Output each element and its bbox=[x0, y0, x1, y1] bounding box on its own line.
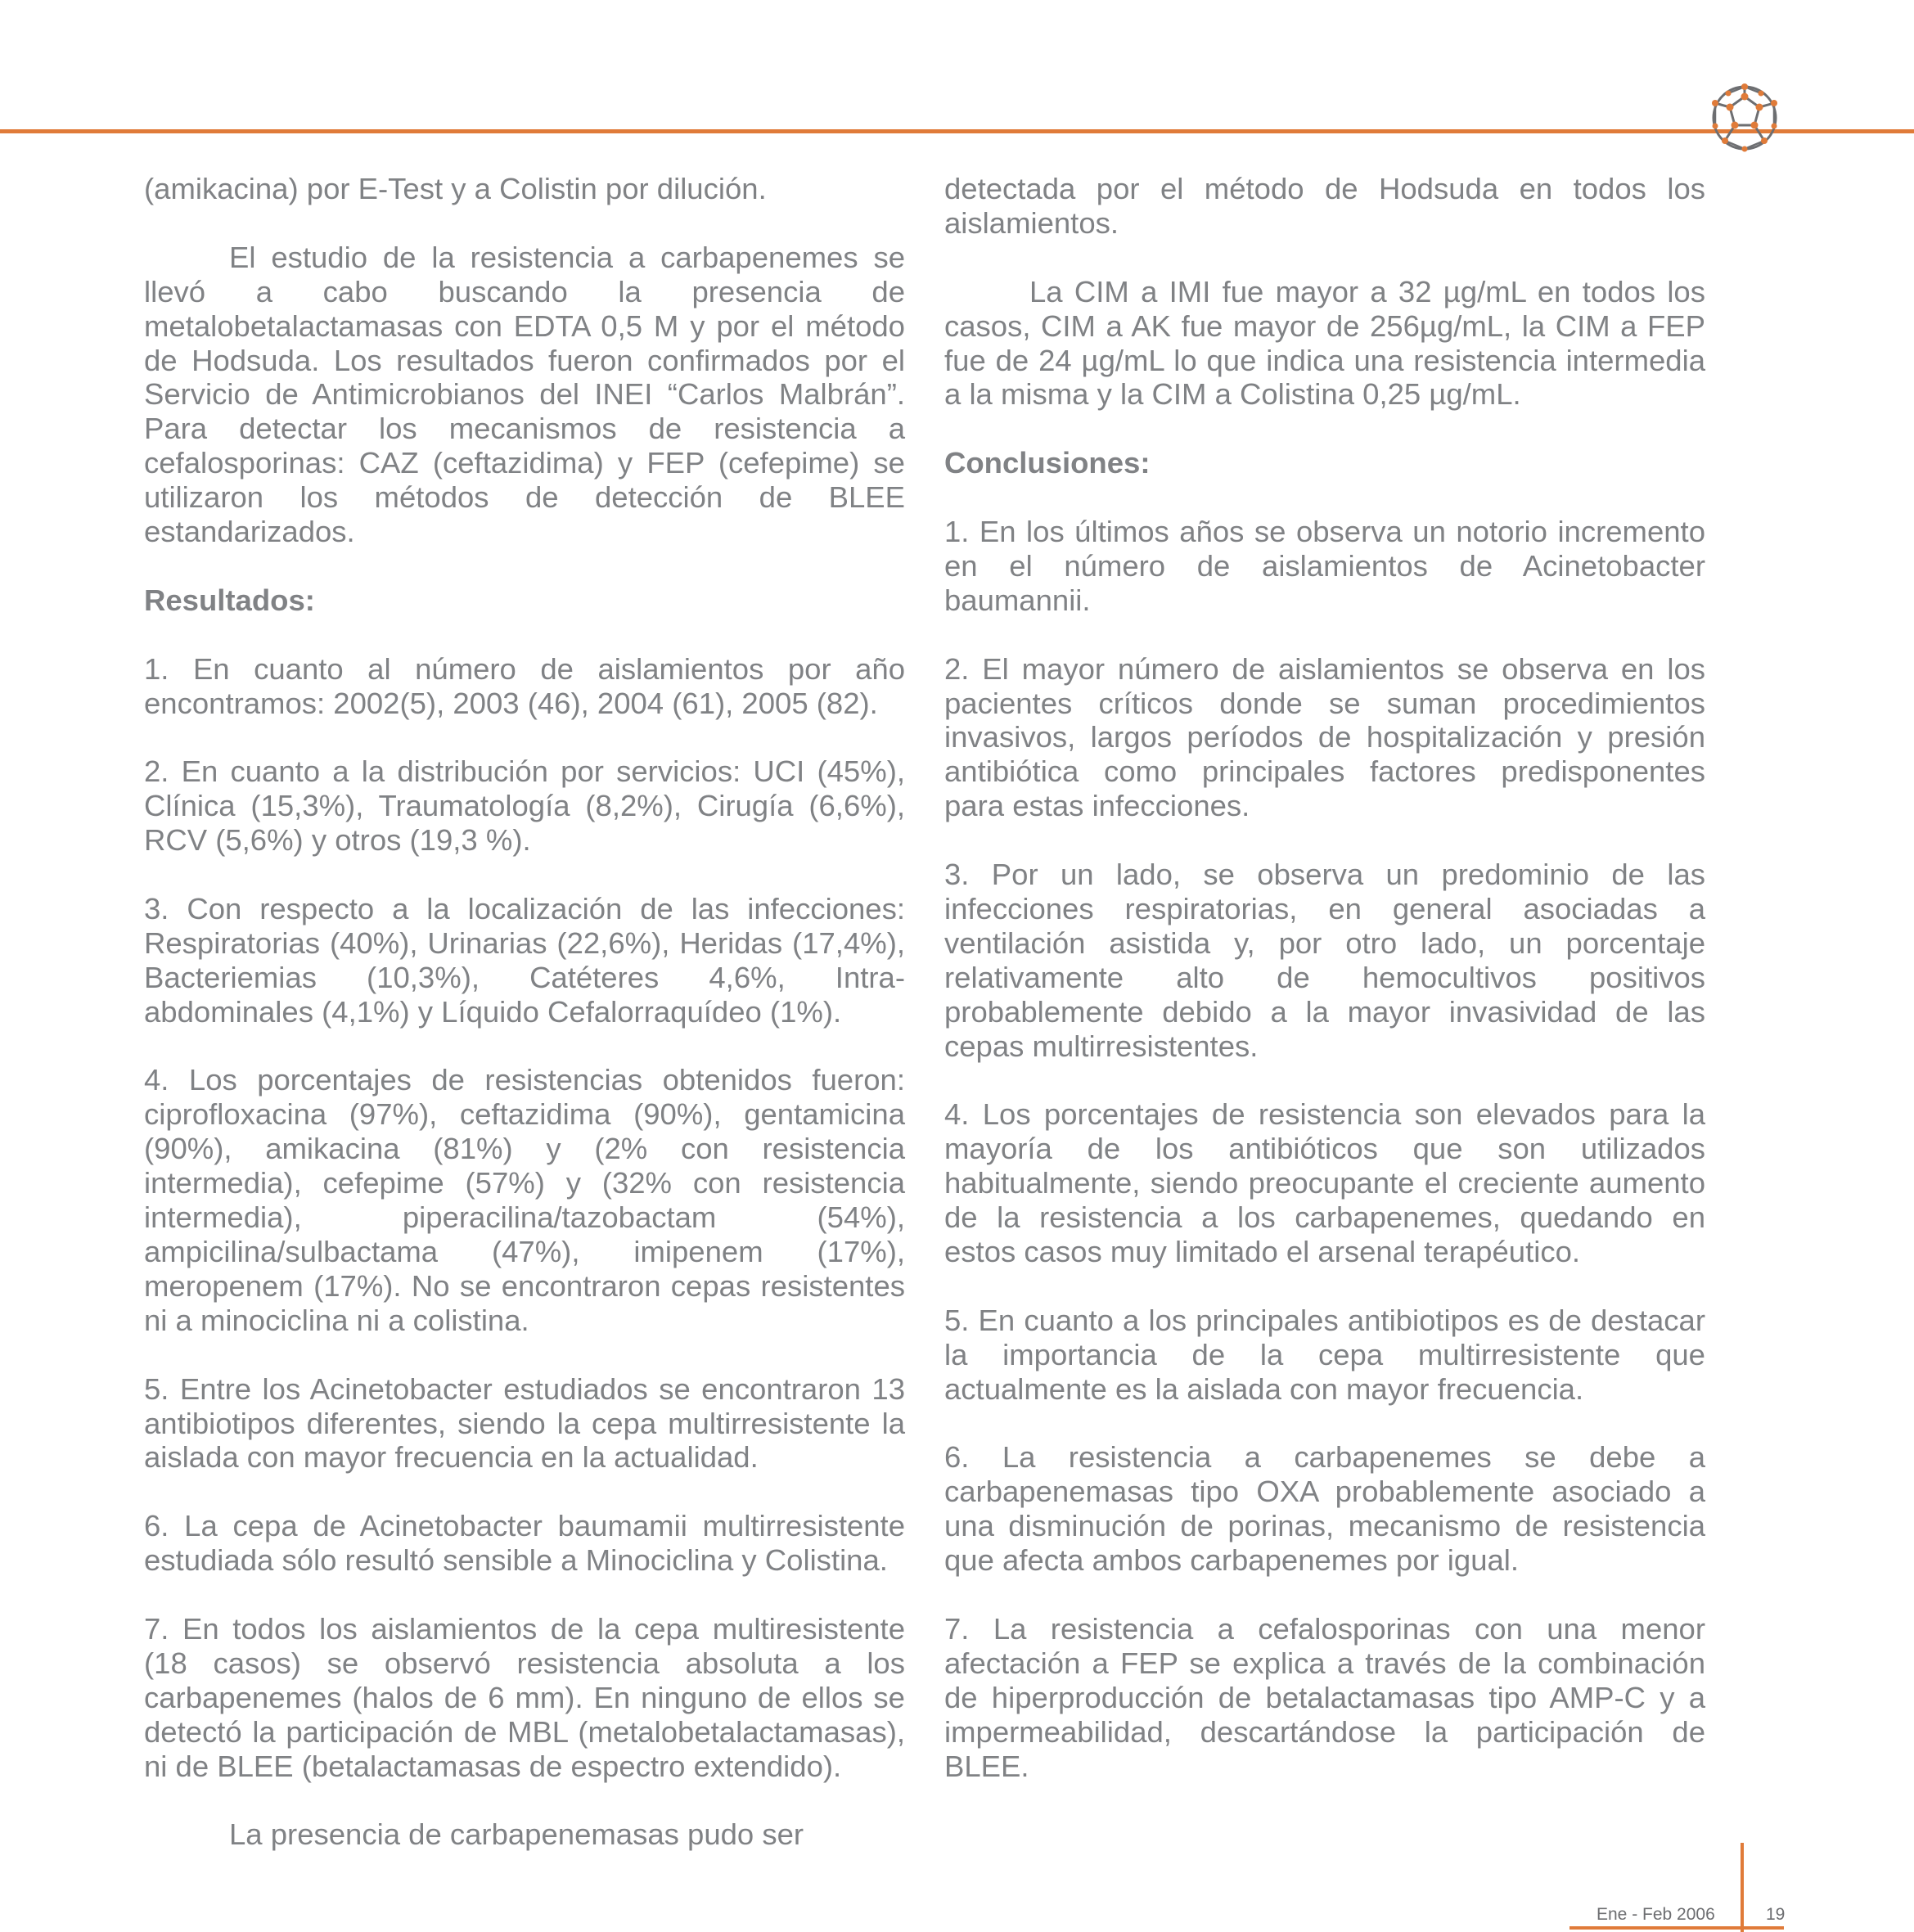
paragraph-method-continuation: (amikacina) por E-Test y a Colistin por dilución. bbox=[144, 172, 767, 205]
paragraph-cim-values: La CIM a IMI fue mayor a 32 µg/mL en todos los casos, CIM a AK fue mayor de 256µg/mL, la CIM a FEP fue de 24 µg/mL lo que indica una resistencia intermedia a la misma y la CIM a Colistina 0,25 µg/mL. bbox=[944, 274, 1705, 412]
paragraph-carbapenemases: La presencia de carbapenemasas pudo ser bbox=[229, 1817, 804, 1852]
right-column bbox=[944, 172, 1705, 1783]
conclusion-item-4: 4. Los porcentajes de resistencia son elevados para la mayoría de los antibióticos que son utilizados habitualmente, siendo preocupante el creciente aumento de la resistencia a los carbapenemes, quedando en estos casos muy limitado el arsenal terapéutico. bbox=[944, 1097, 1705, 1268]
footer-horizontal-rule bbox=[1569, 1926, 1784, 1930]
conclusion-item-5: 5. En cuanto a los principales antibiotipos es de destacar la importancia de la cepa multirresistente que actualmente es la aislada con mayor frecuencia. bbox=[944, 1303, 1705, 1406]
conclusion-item-1: 1. En los últimos años se observa un notorio incremento en el número de aislamientos de Acinetobacter baumannii. bbox=[944, 515, 1705, 617]
issue-date: Ene - Feb 2006 bbox=[1597, 1905, 1715, 1924]
conclusion-item-3: 3. Por un lado, se observa un predominio de las infecciones respiratorias, en general asociadas a ventilación asistida y, por otro lado, un porcentaje relativamente alto de hemocultivos positivos probablemente debido a la mayor invasividad de las cepas multirresistentes. bbox=[944, 858, 1705, 1063]
fullerene-molecule-icon bbox=[1704, 79, 1786, 157]
left-column bbox=[144, 172, 905, 1852]
result-item-5: 5. Entre los Acinetobacter estudiados se encontraron 13 antibiotipos diferentes, siendo la cepa multirresistente la aislada con mayor frecuencia en la actualidad. bbox=[144, 1371, 905, 1475]
result-item-2: 2. En cuanto a la distribución por servicios: UCI (45%), Clínica (15,3%), Traumatología (8,2%), Cirugía (6,6%), RCV (5,6%) y otros (19,3 %). bbox=[144, 754, 905, 858]
results-heading: Resultados: bbox=[144, 583, 315, 617]
conclusion-item-6: 6. La resistencia a carbapenemes se debe a carbapenemasas tipo OXA probablemente asociado a una disminución de porinas, mecanismo de resistencia que afecta ambos carbapenemes por igual. bbox=[944, 1440, 1705, 1578]
result-item-6: 6. La cepa de Acinetobacter baumamii multirresistente estudiada sólo resultó sensible a Minociclina y Colistina. bbox=[144, 1509, 905, 1578]
paragraph-hodsuda-detection: detectada por el método de Hodsuda en todos los aislamientos. bbox=[944, 172, 1705, 240]
result-item-1: 1. En cuanto al número de aislamientos por año encontramos: 2002(5), 2003 (46), 2004 (61), 2005 (82). bbox=[144, 651, 905, 720]
footer-vertical-rule bbox=[1741, 1843, 1744, 1932]
header-rule bbox=[0, 129, 1914, 133]
conclusions-heading: Conclusiones: bbox=[944, 446, 1151, 480]
page-number: 19 bbox=[1766, 1905, 1786, 1924]
result-item-4: 4. Los porcentajes de resistencias obtenidos fueron: ciprofloxacina (97%), ceftazidima (90%), gentamicina (90%), amikacina (81%) y (2% con resistencia intermedia), cefepime (57%) y (32% con resistencia intermedia), piperacilina/tazobactam (54%), ampicilina/sulbactama (47%), imipenem (17%), meropenem (17%). No se encontraron cepas resistentes ni a minociclina ni a colistina. bbox=[144, 1063, 905, 1337]
conclusion-item-7: 7. La resistencia a cefalosporinas con una menor afectación a FEP se explica a través de la combinación de hiperproducción de betalactamasas tipo AMP-C y a impermeabilidad, descartándose la participación de BLEE. bbox=[944, 1611, 1705, 1783]
conclusion-item-2: 2. El mayor número de aislamientos se observa en los pacientes críticos donde se suman procedimientos invasivos, largos períodos de hospitalización y presión antibiótica como principales factores predisponentes para estas infecciones. bbox=[944, 651, 1705, 823]
result-item-7: 7. En todos los aislamientos de la cepa multiresistente (18 casos) se observó resistencia absoluta a los carbapenemes (halos de 6 mm). En ninguno de ellos se detectó la participación de MBL (metalobetalactamasas), ni de BLEE (betalactamasas de espectro extendido). bbox=[144, 1611, 905, 1783]
result-item-3: 3. Con respecto a la localización de las infecciones: Respiratorias (40%), Urinarias (22,6%), Heridas (17,4%), Bacteriemias (10,3%), Catéteres 4,6%, Intra-abdominales (4,1%) y Líquido Cefalorraquídeo (1%). bbox=[144, 891, 905, 1029]
paragraph-carbapenem-study: El estudio de la resistencia a carbapenemes se llevó a cabo buscando la presencia de metalobetalactamasas con EDTA 0,5 M y por el método de Hodsuda. Los resultados fueron confirmados por el Servicio de Antimicrobianos del INEI “Carlos Malbrán”. Para detectar los mecanismos de resistencia a cefalosporinas: CAZ (ceftazidima) y FEP (cefepime) se utilizaron los métodos de detección de BLEE estandarizados. bbox=[144, 240, 905, 549]
